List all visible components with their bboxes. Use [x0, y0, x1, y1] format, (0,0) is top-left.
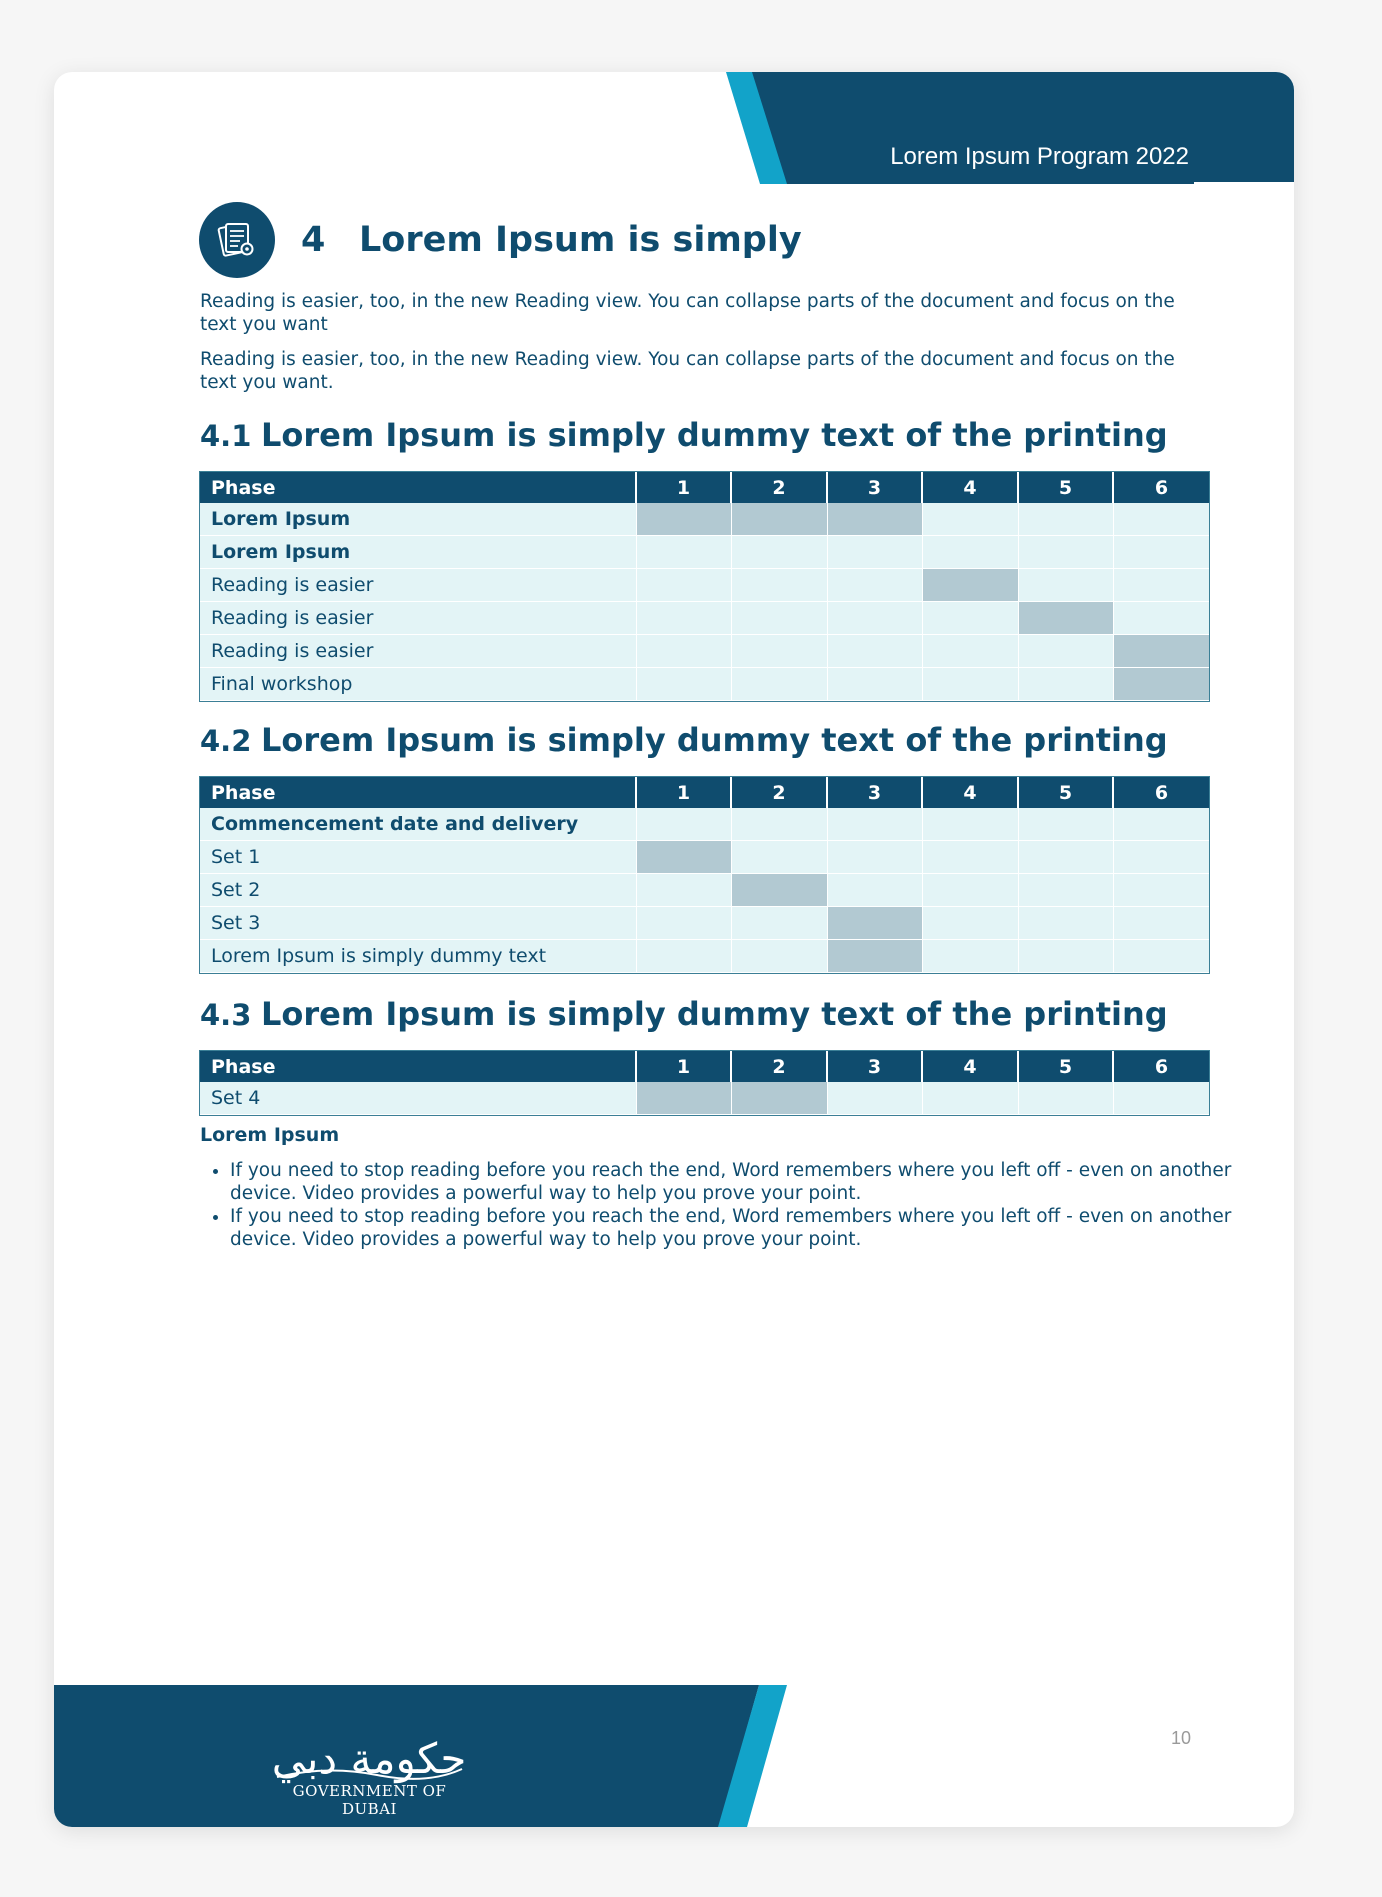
- column-header-4: 4: [922, 472, 1018, 503]
- column-header-6: 6: [1113, 777, 1209, 808]
- column-header-2: 2: [731, 777, 827, 808]
- subsection-heading-4-2: [200, 721, 1168, 759]
- column-header-2: 2: [731, 1051, 827, 1082]
- phase-cell: [922, 841, 1018, 874]
- column-header-phase: Phase: [200, 777, 636, 808]
- phase-cell: [1018, 668, 1113, 701]
- phase-cell: [922, 668, 1018, 701]
- notes-bullet-list: [200, 1159, 1240, 1251]
- phase-cell: [922, 907, 1018, 940]
- column-header-4: 4: [922, 1051, 1018, 1082]
- phase-cell: [731, 940, 827, 973]
- phase-cell: [827, 602, 922, 635]
- table-header-row: [200, 777, 1209, 808]
- phase-cell-filled: [827, 940, 922, 973]
- phase-cell: [636, 635, 731, 668]
- phase-cell: [1018, 1082, 1113, 1115]
- phase-cell: [922, 602, 1018, 635]
- page-number: 10: [1171, 1728, 1192, 1748]
- phase-cell-filled: [827, 503, 922, 536]
- phase-cell: [636, 602, 731, 635]
- phase-cell: [1113, 1082, 1209, 1115]
- table-row: [200, 907, 1209, 940]
- phase-cell-filled: [1113, 635, 1209, 668]
- row-label: Lorem Ipsum: [200, 536, 636, 569]
- column-header-5: 5: [1018, 1051, 1113, 1082]
- phase-cell: [827, 635, 922, 668]
- section-number: 4: [301, 220, 326, 260]
- column-header-1: 1: [636, 1051, 731, 1082]
- phase-cell: [827, 808, 922, 841]
- column-header-phase: Phase: [200, 472, 636, 503]
- table-header-row: [200, 1051, 1209, 1082]
- table-header-row: [200, 472, 1209, 503]
- row-label: Commencement date and delivery: [200, 808, 636, 841]
- phase-cell: [1113, 940, 1209, 973]
- column-header-3: 3: [827, 1051, 922, 1082]
- phase-cell: [731, 907, 827, 940]
- table-row: [200, 841, 1209, 874]
- bullet-item: • If you need to stop reading before you reach the end, Word remembers where you left off - even on another device. Video provides a powerful way to help you prove your point.: [230, 1159, 1240, 1205]
- phase-cell-filled: [922, 569, 1018, 602]
- phase-cell: [922, 874, 1018, 907]
- phase-cell: [636, 668, 731, 701]
- phase-cell: [1113, 907, 1209, 940]
- phase-cell-filled: [731, 874, 827, 907]
- phase-cell: [1018, 841, 1113, 874]
- phase-cell: [731, 536, 827, 569]
- phase-cell-filled: [731, 1082, 827, 1115]
- phase-cell: [636, 907, 731, 940]
- table-row: [200, 668, 1209, 701]
- phase-table-4-2: [200, 777, 1209, 973]
- table-row: [200, 1082, 1209, 1115]
- table-row: [200, 602, 1209, 635]
- phase-cell: [922, 1082, 1018, 1115]
- phase-cell: [922, 536, 1018, 569]
- row-label: Set 2: [200, 874, 636, 907]
- column-header-3: 3: [827, 777, 922, 808]
- column-header-2: 2: [731, 472, 827, 503]
- phase-cell: [636, 569, 731, 602]
- phase-table-4-1: [200, 472, 1209, 701]
- table-row: [200, 569, 1209, 602]
- phase-cell-filled: [827, 907, 922, 940]
- phase-cell: [922, 635, 1018, 668]
- phase-cell: [731, 841, 827, 874]
- documents-gear-icon: [199, 202, 275, 278]
- phase-cell: [1018, 503, 1113, 536]
- row-label: Set 4: [200, 1082, 636, 1115]
- column-header-3: 3: [827, 472, 922, 503]
- phase-cell: [1113, 808, 1209, 841]
- phase-cell: [731, 635, 827, 668]
- column-header-1: 1: [636, 777, 731, 808]
- phase-cell: [636, 940, 731, 973]
- bullet-item: • If you need to stop reading before you reach the end, Word remembers where you left off - even on another device. Video provides a powerful way to help you prove your point.: [230, 1205, 1240, 1251]
- subsection-title: Lorem Ipsum is simply dummy text of the printing: [261, 721, 1168, 759]
- subsection-number: 4.1: [200, 419, 252, 453]
- phase-cell: [731, 808, 827, 841]
- phase-cell: [1113, 569, 1209, 602]
- phase-cell: [1018, 808, 1113, 841]
- intro-paragraph-1: Reading is easier, too, in the new Reading view. You can collapse parts of the document and focus on the text you want: [200, 291, 1175, 335]
- row-label: Lorem Ipsum: [200, 503, 636, 536]
- intro-paragraph-2: Reading is easier, too, in the new Reading view. You can collapse parts of the document and focus on the text you want.: [200, 349, 1175, 393]
- row-label: Lorem Ipsum is simply dummy text: [200, 940, 636, 973]
- phase-cell: [827, 1082, 922, 1115]
- logo-caption: GOVERNMENT OF DUBAI: [292, 1782, 447, 1818]
- phase-cell-filled: [636, 841, 731, 874]
- table-row: [200, 874, 1209, 907]
- phase-cell: [1018, 907, 1113, 940]
- phase-cell: [731, 602, 827, 635]
- column-header-5: 5: [1018, 777, 1113, 808]
- phase-cell: [1113, 874, 1209, 907]
- phase-cell: [1113, 503, 1209, 536]
- row-label: Set 3: [200, 907, 636, 940]
- subsection-title: Lorem Ipsum is simply dummy text of the printing: [261, 416, 1168, 454]
- column-header-4: 4: [922, 777, 1018, 808]
- phase-cell: [827, 668, 922, 701]
- row-label: Final workshop: [200, 668, 636, 701]
- phase-cell-filled: [636, 503, 731, 536]
- row-label: Reading is easier: [200, 569, 636, 602]
- phase-cell-filled: [731, 503, 827, 536]
- table-row: [200, 536, 1209, 569]
- phase-cell: [636, 536, 731, 569]
- phase-cell: [827, 569, 922, 602]
- section-title: Lorem Ipsum is simply: [359, 220, 802, 260]
- phase-cell-filled: [1113, 668, 1209, 701]
- table-row: [200, 635, 1209, 668]
- phase-cell-filled: [1018, 602, 1113, 635]
- column-header-6: 6: [1113, 1051, 1209, 1082]
- footer-band: [54, 1685, 1294, 1827]
- table-row: [200, 940, 1209, 973]
- column-header-6: 6: [1113, 472, 1209, 503]
- subsection-heading-4-3: [200, 995, 1168, 1033]
- phase-cell: [1018, 940, 1113, 973]
- subsection-number: 4.2: [200, 724, 252, 758]
- phase-cell: [922, 808, 1018, 841]
- phase-cell: [922, 940, 1018, 973]
- phase-cell: [1113, 602, 1209, 635]
- phase-cell: [1113, 841, 1209, 874]
- phase-cell: [636, 808, 731, 841]
- phase-table-4-3: [200, 1051, 1209, 1115]
- phase-cell: [922, 503, 1018, 536]
- header-rule: [1194, 182, 1294, 184]
- phase-cell: [827, 874, 922, 907]
- phase-cell: [1018, 536, 1113, 569]
- subsection-number: 4.3: [200, 998, 252, 1032]
- column-header-phase: Phase: [200, 1051, 636, 1082]
- section-heading: [301, 220, 802, 260]
- row-label: Reading is easier: [200, 602, 636, 635]
- phase-cell: [1018, 569, 1113, 602]
- row-label: Reading is easier: [200, 635, 636, 668]
- phase-cell: [1113, 536, 1209, 569]
- phase-cell: [1018, 635, 1113, 668]
- notes-title: Lorem Ipsum: [200, 1124, 340, 1146]
- header-title: Lorem Ipsum Program 2022: [890, 143, 1189, 170]
- document-page: [54, 72, 1294, 1827]
- phase-cell: [827, 841, 922, 874]
- phase-cell: [636, 874, 731, 907]
- table-row: [200, 503, 1209, 536]
- phase-cell-filled: [636, 1082, 731, 1115]
- phase-cell: [827, 536, 922, 569]
- subsection-heading-4-1: [200, 416, 1168, 454]
- row-label: Set 1: [200, 841, 636, 874]
- subsection-title: Lorem Ipsum is simply dummy text of the printing: [261, 995, 1168, 1033]
- column-header-5: 5: [1018, 472, 1113, 503]
- phase-cell: [1018, 874, 1113, 907]
- logo-arabic-text: حكومة دبي: [271, 1734, 467, 1783]
- phase-cell: [731, 668, 827, 701]
- table-row: [200, 808, 1209, 841]
- phase-cell: [731, 569, 827, 602]
- column-header-1: 1: [636, 472, 731, 503]
